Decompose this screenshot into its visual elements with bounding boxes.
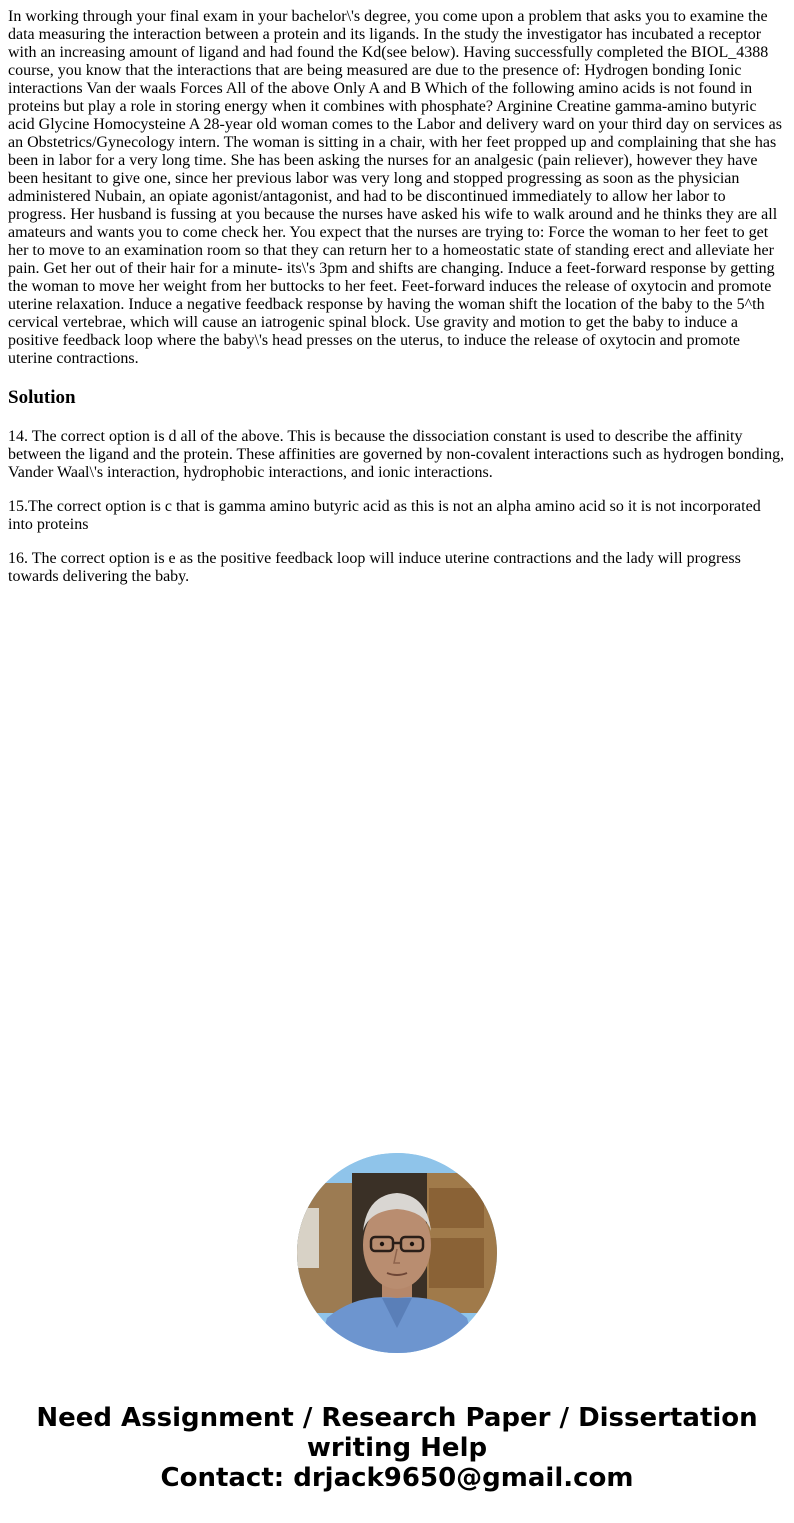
promo-line-2: writing Help xyxy=(306,1433,488,1463)
promo-contact-email: Contact: drjack9650@gmail.com xyxy=(160,1463,634,1493)
promo-banner xyxy=(0,1403,794,1493)
promo-line-1: Need Assignment / Research Paper / Dissertation xyxy=(36,1403,758,1433)
question-text: In working through your final exam in your bachelor\'s degree, you come upon a problem that asks you to examine the data measuring the interaction between a protein and its ligands. In the study the investigator has incubated a receptor with an increasing amount of ligand and had found the Kd(see below). Having successfully completed the BIOL_4388 course, you know that the interactions that are being measured are due to the presence of: Hydrogen bonding Ionic interactions Van der waals Forces All of the above Only A and B Which of the following amino acids is not found in proteins but play a role in storing energy when it combines with phosphate? Arginine Creatine gamma-amino butyric acid Glycine Homocysteine A 28-year old woman comes to the Labor and delivery ward on your third day on services as an Obstetrics/Gynecology intern. The woman is sitting in a chair, with her feet propped up and complaining that she has been in labor for a very long time. She has been asking the nurses for an analgesic (pain reliever), however they have been hesitant to give one, since her previous labor was very long and stopped progressing as soon as the physician administered Nubain, an opiate agonist/antagonist, and had to be discontinued immediately to allow her labor to progress. Her husband is fussing at you because the nurses have asked his wife to walk around and he thinks they are all amateurs and wants you to come check her. You expect that the nurses are trying to: Force the woman to her feet to get her to move to an examination room so that they can return her to a homeostatic state of standing erect and alleviate her pain. Get her out of their hair for a minute- its\'s 3pm and shifts are changing. Induce a feet-forward response by getting the woman to move her weight from her buttocks to her feet. Feet-forward induces the release of oxytocin and promote uterine relaxation. Induce a negative feedback response by having the woman shift the location of the baby to the 5^th cervical vertebrae, which will cause an iatrogenic spinal block. Use gravity and motion to get the baby to induce a positive feedback loop where the baby\'s head presses on the uterus, to induce the release of oxytocin and promote uterine contractions. xyxy=(8,8,782,367)
author-avatar xyxy=(297,1153,497,1353)
document-body xyxy=(8,8,786,602)
answer-16: 16. The correct option is e as the positive feedback loop will induce uterine contractions and the lady will progress towards delivering the baby. xyxy=(8,550,741,585)
answer-14: 14. The correct option is d all of the above. This is because the dissociation constant is used to describe the affinity between the ligand and the protein. These affinities are governed by non-covalent interactions such as hydrogen bonding, Vander Waal\'s interaction, hydrophobic interactions, and ionic interactions. xyxy=(8,428,785,481)
answer-15: 15.The correct option is c that is gamma amino butyric acid as this is not an alpha amino acid so it is not incorporated into proteins xyxy=(8,498,761,533)
person-portrait-icon xyxy=(297,1153,497,1353)
solution-heading: Solution xyxy=(8,387,76,408)
